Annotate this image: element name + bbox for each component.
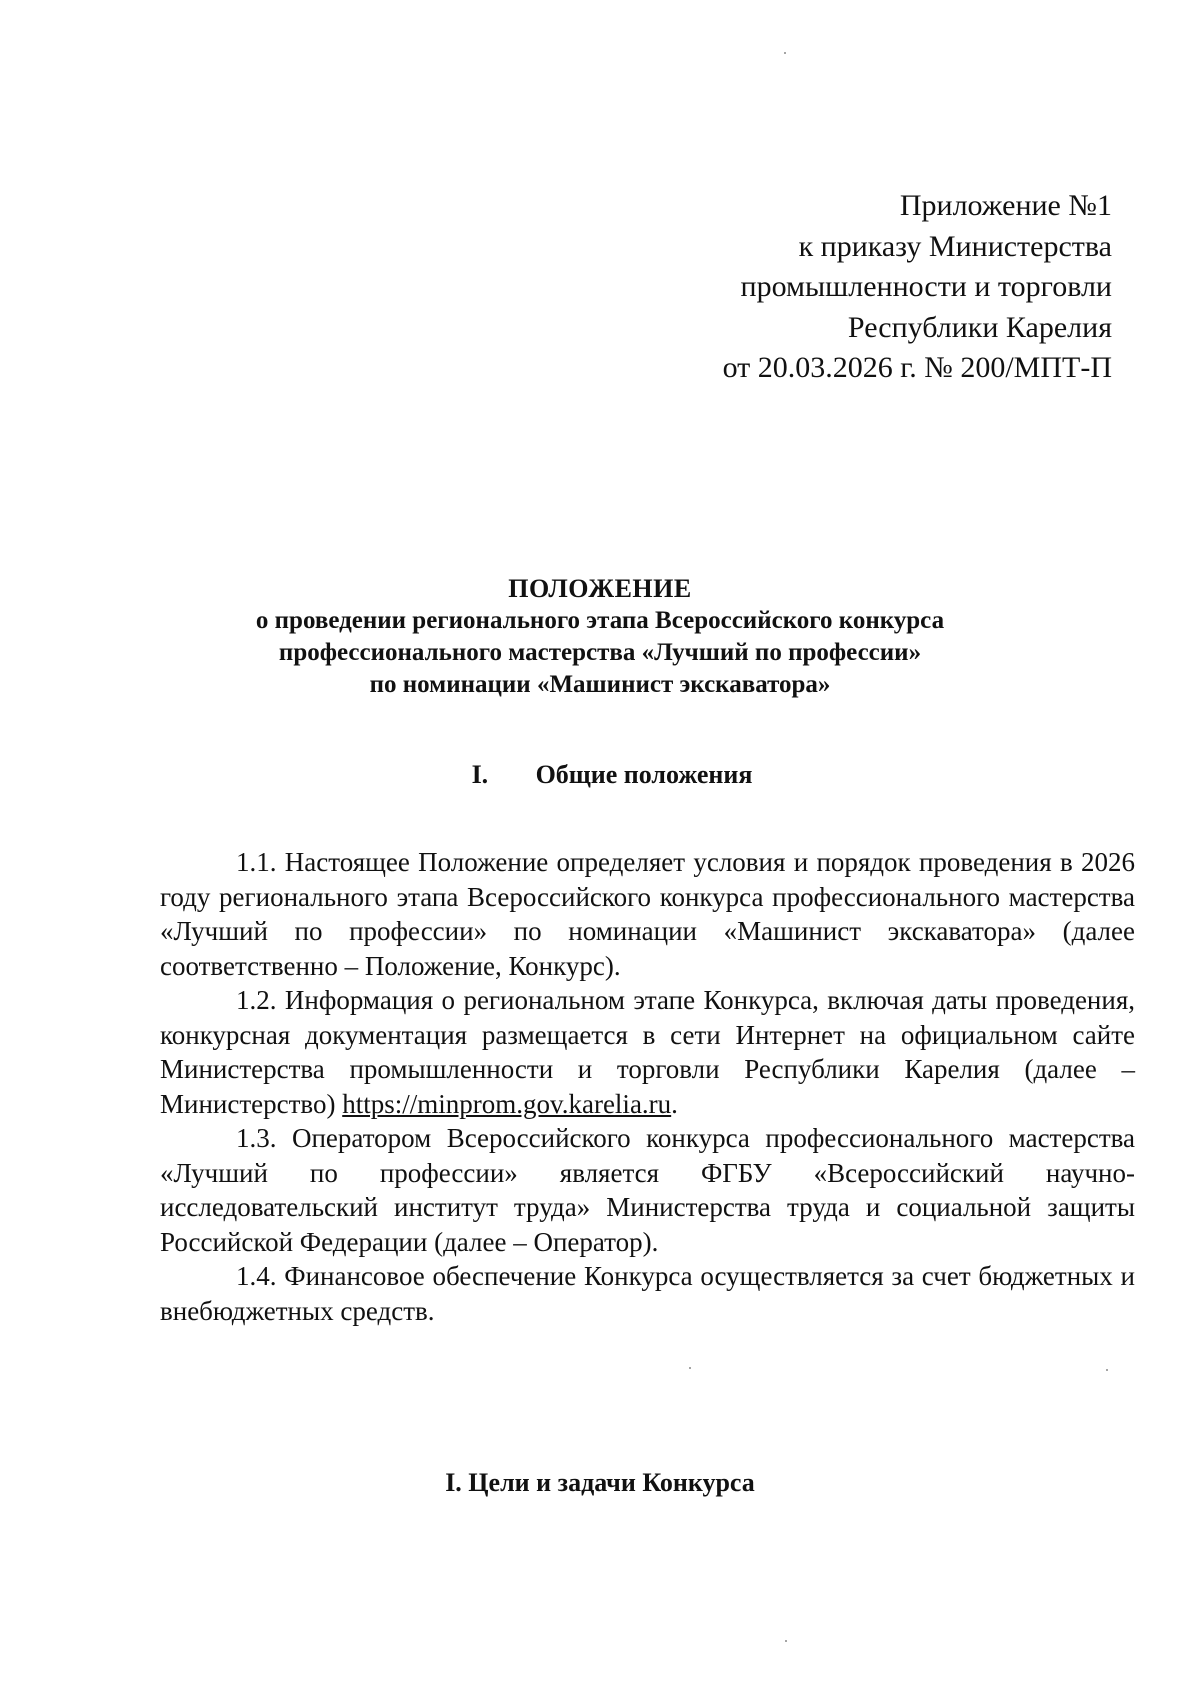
document-subtitle-line-2: профессионального мастерства «Лучший по профессии» xyxy=(278,639,922,666)
appendix-line-1: Приложение №1 xyxy=(899,189,1112,222)
appendix-line-3: промышленности и торговли xyxy=(740,270,1112,303)
section-number: I. xyxy=(471,760,489,789)
document-subtitle-line-3: по номинации «Машинист экскаватора» xyxy=(369,671,831,698)
paragraph-1-1: 1.1. Настоящее Положение определяет условия и порядок проведения в 2026 году регионального этапа Всероссийского конкурса профессионального мастерства «Лучший по профессии» по номинации «Машинист экскаватора» (далее соответственно – Положение, Конкурс). xyxy=(160,847,1135,981)
scan-speck xyxy=(689,1367,691,1369)
document-title-block xyxy=(0,573,1200,701)
appendix-line-5: от 20.03.2026 г. № 200/МПТ-П xyxy=(722,351,1112,384)
scan-speck xyxy=(1106,1369,1108,1371)
document-title: ПОЛОЖЕНИЕ xyxy=(508,574,692,603)
paragraph-1-4: 1.4. Финансовое обеспечение Конкурса осуществляется за счет бюджетных и внебюджетных средств. xyxy=(160,1261,1135,1326)
ministry-website-link[interactable]: https://minprom.gov.karelia.ru xyxy=(342,1088,672,1119)
paragraph-1-3: 1.3. Оператором Всероссийского конкурса профессионального мастерства «Лучший по профессии» является ФГБУ «Всероссийский научно-исследовательский институт труда» Министерства труда и социальной защиты Российской Федерации (далее – Оператор). xyxy=(160,1123,1135,1257)
section-heading-goals: I. Цели и задачи Конкурса xyxy=(445,1468,755,1497)
section-title: Общие положения xyxy=(535,760,753,789)
paragraph-1-2-end: . xyxy=(671,1088,678,1119)
document-subtitle-line-1: о проведении регионального этапа Всероссийского конкурса xyxy=(255,607,945,634)
document-body xyxy=(160,845,1135,1328)
scan-speck xyxy=(784,52,786,54)
appendix-header xyxy=(723,186,1112,389)
paragraph-1-2 xyxy=(160,983,1135,1121)
paragraph-1-2-text: 1.2. Информация о региональном этапе Конкурса, включая даты проведения, конкурсная документация размещается в сети Интернет на официальном сайте Министерства промышленности и торговли Республики Карелия (далее – Министерство) xyxy=(160,985,1135,1119)
section-heading-general xyxy=(12,759,1200,791)
scan-speck xyxy=(785,1640,787,1642)
appendix-line-4: Республики Карелия xyxy=(847,310,1112,344)
appendix-line-2: к приказу Министерства xyxy=(798,229,1112,263)
